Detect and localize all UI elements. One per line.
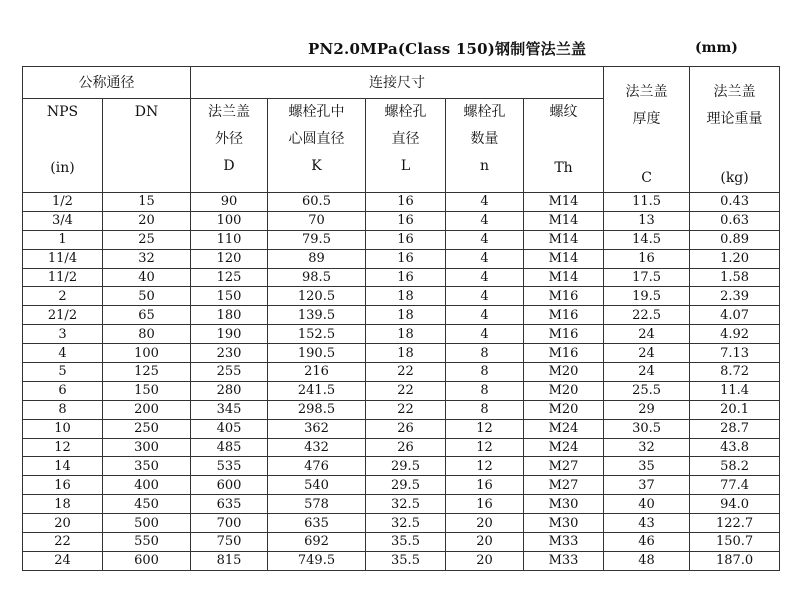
cell-th: M16 (524, 344, 604, 363)
cell-th: M20 (524, 400, 604, 419)
cell-d: 110 (191, 230, 268, 249)
header-n-line: 数量 (470, 130, 499, 147)
cell-th: M14 (524, 193, 604, 212)
cell-k: 432 (268, 438, 366, 457)
cell-d: 345 (191, 400, 268, 419)
cell-l: 26 (366, 419, 446, 438)
cell-dn: 40 (103, 268, 191, 287)
cell-l: 22 (366, 363, 446, 382)
cell-dn: 450 (103, 495, 191, 514)
cell-d: 700 (191, 514, 268, 533)
unit-label: (mm) (695, 40, 738, 56)
cell-c: 32 (604, 438, 690, 457)
header-n-line: 螺栓孔 (463, 103, 506, 120)
cell-n: 20 (446, 551, 524, 570)
cell-weight: 4.07 (690, 306, 780, 325)
cell-l: 18 (366, 287, 446, 306)
table-row (23, 344, 780, 363)
cell-weight: 122.7 (690, 514, 780, 533)
cell-n: 8 (446, 381, 524, 400)
header-nps-unit: (in) (50, 159, 75, 176)
cell-dn: 20 (103, 211, 191, 230)
cell-d: 255 (191, 363, 268, 382)
cell-n: 4 (446, 268, 524, 287)
cell-nps: 1 (23, 230, 103, 249)
flange-table (22, 66, 780, 571)
cell-l: 22 (366, 400, 446, 419)
table-row (23, 495, 780, 514)
cell-nps: 22 (23, 533, 103, 552)
cell-d: 230 (191, 344, 268, 363)
cell-nps: 2 (23, 287, 103, 306)
cell-weight: 0.43 (690, 193, 780, 212)
cell-n: 4 (446, 287, 524, 306)
cell-weight: 4.92 (690, 325, 780, 344)
cell-c: 30.5 (604, 419, 690, 438)
cell-nps: 10 (23, 419, 103, 438)
cell-dn: 350 (103, 457, 191, 476)
cell-l: 29.5 (366, 476, 446, 495)
cell-d: 405 (191, 419, 268, 438)
cell-n: 8 (446, 344, 524, 363)
cell-c: 17.5 (604, 268, 690, 287)
cell-n: 8 (446, 400, 524, 419)
cell-n: 8 (446, 363, 524, 382)
table-row (23, 230, 780, 249)
cell-nps: 20 (23, 514, 103, 533)
table-row (23, 551, 780, 570)
cell-th: M16 (524, 306, 604, 325)
cell-k: 120.5 (268, 287, 366, 306)
cell-th: M20 (524, 363, 604, 382)
cell-nps: 18 (23, 495, 103, 514)
cell-dn: 600 (103, 551, 191, 570)
cell-th: M14 (524, 268, 604, 287)
cell-k: 578 (268, 495, 366, 514)
table-row (23, 400, 780, 419)
cell-d: 280 (191, 381, 268, 400)
cell-l: 16 (366, 230, 446, 249)
cell-nps: 11/2 (23, 268, 103, 287)
cell-th: M30 (524, 495, 604, 514)
header-l-symbol: L (400, 157, 411, 174)
cell-k: 362 (268, 419, 366, 438)
cell-k: 98.5 (268, 268, 366, 287)
cell-th: M16 (524, 287, 604, 306)
table-row (23, 249, 780, 268)
cell-nps: 8 (23, 400, 103, 419)
header-d-line: 外径 (215, 130, 243, 147)
cell-d: 120 (191, 249, 268, 268)
cell-l: 32.5 (366, 495, 446, 514)
table-row (23, 363, 780, 382)
cell-nps: 3/4 (23, 211, 103, 230)
cell-d: 815 (191, 551, 268, 570)
header-weight (690, 67, 780, 193)
cell-n: 12 (446, 438, 524, 457)
cell-n: 16 (446, 476, 524, 495)
cell-c: 16 (604, 249, 690, 268)
header-connection-size: 连接尺寸 (191, 67, 604, 99)
cell-k: 152.5 (268, 325, 366, 344)
header-th (524, 98, 604, 193)
cell-c: 37 (604, 476, 690, 495)
table-row (23, 287, 780, 306)
cell-k: 79.5 (268, 230, 366, 249)
cell-weight: 11.4 (690, 381, 780, 400)
cell-k: 241.5 (268, 381, 366, 400)
cell-c: 24 (604, 325, 690, 344)
cell-dn: 50 (103, 287, 191, 306)
cell-nps: 3 (23, 325, 103, 344)
header-nps (23, 98, 103, 193)
header-weight-line: 理论重量 (706, 111, 763, 127)
cell-l: 18 (366, 306, 446, 325)
header-thickness-line: 法兰盖 (625, 84, 668, 100)
header-k-line: 螺栓孔中 (288, 103, 345, 120)
cell-weight: 28.7 (690, 419, 780, 438)
cell-dn: 15 (103, 193, 191, 212)
cell-dn: 125 (103, 363, 191, 382)
cell-c: 11.5 (604, 193, 690, 212)
cell-d: 150 (191, 287, 268, 306)
table-row (23, 325, 780, 344)
header-thickness-symbol: C (641, 170, 652, 186)
cell-l: 16 (366, 193, 446, 212)
cell-nps: 12 (23, 438, 103, 457)
table-row (23, 514, 780, 533)
cell-d: 180 (191, 306, 268, 325)
cell-weight: 0.89 (690, 230, 780, 249)
cell-dn: 80 (103, 325, 191, 344)
cell-nps: 16 (23, 476, 103, 495)
cell-l: 18 (366, 344, 446, 363)
cell-nps: 24 (23, 551, 103, 570)
cell-n: 4 (446, 193, 524, 212)
cell-weight: 20.1 (690, 400, 780, 419)
cell-l: 18 (366, 325, 446, 344)
cell-n: 12 (446, 419, 524, 438)
cell-n: 4 (446, 306, 524, 325)
cell-c: 35 (604, 457, 690, 476)
cell-k: 89 (268, 249, 366, 268)
table-row (23, 438, 780, 457)
cell-c: 46 (604, 533, 690, 552)
header-nps-line: NPS (46, 103, 79, 120)
header-k-line: 心圆直径 (288, 130, 345, 147)
header-n (446, 98, 524, 193)
cell-k: 692 (268, 533, 366, 552)
cell-k: 540 (268, 476, 366, 495)
header-th-line: 螺纹 (549, 103, 578, 120)
table-row (23, 306, 780, 325)
cell-th: M24 (524, 419, 604, 438)
cell-nps: 6 (23, 381, 103, 400)
header-n-symbol: n (479, 157, 490, 174)
cell-c: 48 (604, 551, 690, 570)
cell-d: 125 (191, 268, 268, 287)
cell-d: 100 (191, 211, 268, 230)
cell-weight: 0.63 (690, 211, 780, 230)
cell-th: M30 (524, 514, 604, 533)
cell-c: 24 (604, 363, 690, 382)
table-row (23, 419, 780, 438)
table-row (23, 381, 780, 400)
header-d-line: 法兰盖 (208, 103, 250, 120)
header-l-line: 螺栓孔 (384, 103, 427, 120)
table-row (23, 193, 780, 212)
table-header (23, 67, 780, 193)
cell-d: 750 (191, 533, 268, 552)
cell-n: 4 (446, 249, 524, 268)
table-body (23, 193, 780, 571)
header-dn (103, 98, 191, 193)
cell-k: 70 (268, 211, 366, 230)
cell-l: 29.5 (366, 457, 446, 476)
header-weight-unit: (kg) (720, 170, 749, 186)
cell-c: 43 (604, 514, 690, 533)
cell-dn: 300 (103, 438, 191, 457)
cell-dn: 400 (103, 476, 191, 495)
cell-n: 4 (446, 325, 524, 344)
cell-nps: 1/2 (23, 193, 103, 212)
cell-weight: 150.7 (690, 533, 780, 552)
cell-n: 20 (446, 514, 524, 533)
header-th-symbol: Th (554, 159, 573, 176)
cell-weight: 7.13 (690, 344, 780, 363)
cell-dn: 200 (103, 400, 191, 419)
cell-nps: 11/4 (23, 249, 103, 268)
cell-l: 32.5 (366, 514, 446, 533)
header-dn-line: DN (134, 103, 159, 120)
cell-th: M27 (524, 476, 604, 495)
cell-weight: 94.0 (690, 495, 780, 514)
cell-k: 60.5 (268, 193, 366, 212)
cell-nps: 14 (23, 457, 103, 476)
cell-k: 476 (268, 457, 366, 476)
cell-dn: 250 (103, 419, 191, 438)
cell-nps: 4 (23, 344, 103, 363)
cell-c: 25.5 (604, 381, 690, 400)
cell-weight: 1.20 (690, 249, 780, 268)
header-weight-line: 法兰盖 (713, 84, 756, 100)
header-d-symbol: D (223, 157, 235, 174)
cell-weight: 187.0 (690, 551, 780, 570)
header-thickness (604, 67, 690, 193)
cell-d: 600 (191, 476, 268, 495)
cell-k: 190.5 (268, 344, 366, 363)
header-k-symbol: K (311, 157, 322, 174)
cell-nps: 21/2 (23, 306, 103, 325)
cell-d: 90 (191, 193, 268, 212)
header-nominal-size: 公称通径 (23, 67, 191, 99)
table-row (23, 476, 780, 495)
cell-l: 16 (366, 268, 446, 287)
cell-th: M20 (524, 381, 604, 400)
cell-weight: 2.39 (690, 287, 780, 306)
cell-n: 12 (446, 457, 524, 476)
header-l (366, 98, 446, 193)
table-row (23, 533, 780, 552)
cell-n: 4 (446, 230, 524, 249)
cell-c: 13 (604, 211, 690, 230)
cell-k: 635 (268, 514, 366, 533)
cell-k: 216 (268, 363, 366, 382)
cell-d: 535 (191, 457, 268, 476)
cell-dn: 550 (103, 533, 191, 552)
cell-k: 749.5 (268, 551, 366, 570)
cell-weight: 8.72 (690, 363, 780, 382)
cell-n: 20 (446, 533, 524, 552)
table-row (23, 211, 780, 230)
table-row (23, 268, 780, 287)
cell-weight: 43.8 (690, 438, 780, 457)
cell-c: 19.5 (604, 287, 690, 306)
cell-dn: 500 (103, 514, 191, 533)
cell-k: 298.5 (268, 400, 366, 419)
header-l-line: 直径 (391, 130, 420, 147)
cell-l: 35.5 (366, 533, 446, 552)
table-row (23, 457, 780, 476)
cell-dn: 32 (103, 249, 191, 268)
cell-c: 40 (604, 495, 690, 514)
cell-d: 635 (191, 495, 268, 514)
cell-dn: 150 (103, 381, 191, 400)
cell-nps: 5 (23, 363, 103, 382)
cell-c: 14.5 (604, 230, 690, 249)
cell-n: 4 (446, 211, 524, 230)
header-d (191, 98, 268, 193)
cell-th: M27 (524, 457, 604, 476)
cell-d: 485 (191, 438, 268, 457)
cell-c: 29 (604, 400, 690, 419)
cell-dn: 25 (103, 230, 191, 249)
header-thickness-line: 厚度 (632, 111, 661, 127)
cell-th: M16 (524, 325, 604, 344)
table-title: PN2.0MPa(Class 150)钢制管法兰盖 (308, 40, 587, 58)
cell-l: 26 (366, 438, 446, 457)
cell-th: M14 (524, 230, 604, 249)
cell-d: 190 (191, 325, 268, 344)
cell-th: M24 (524, 438, 604, 457)
cell-weight: 1.58 (690, 268, 780, 287)
cell-l: 16 (366, 211, 446, 230)
header-k (268, 98, 366, 193)
cell-th: M14 (524, 249, 604, 268)
cell-n: 16 (446, 495, 524, 514)
cell-weight: 77.4 (690, 476, 780, 495)
cell-th: M14 (524, 211, 604, 230)
cell-weight: 58.2 (690, 457, 780, 476)
cell-c: 24 (604, 344, 690, 363)
cell-c: 22.5 (604, 306, 690, 325)
cell-k: 139.5 (268, 306, 366, 325)
cell-l: 22 (366, 381, 446, 400)
cell-th: M33 (524, 551, 604, 570)
cell-l: 35.5 (366, 551, 446, 570)
cell-th: M33 (524, 533, 604, 552)
cell-dn: 65 (103, 306, 191, 325)
cell-l: 16 (366, 249, 446, 268)
cell-dn: 100 (103, 344, 191, 363)
